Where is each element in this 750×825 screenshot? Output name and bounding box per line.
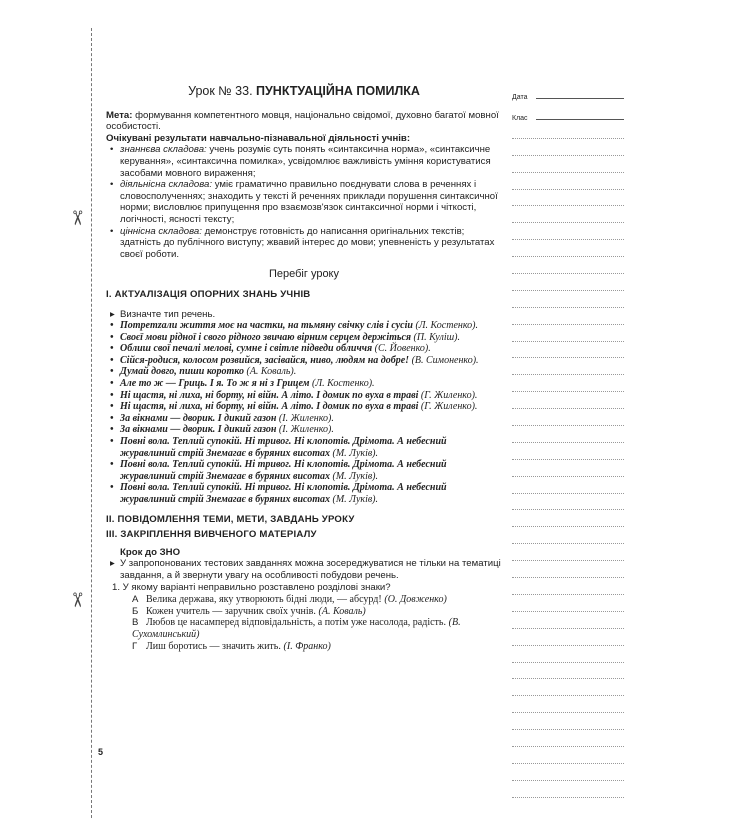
answer-option: А Велика держава, яку утворюють бідні люди, — абсурд! (О. Довженко) bbox=[132, 594, 447, 606]
note-line bbox=[512, 679, 624, 696]
task-item: ▸ Визначте тип речень. bbox=[120, 309, 502, 321]
zno-intro: ▸ У запропонованих тестових завданнях можна зосереджуватися не тільки на тематиці завдання, а й звернути увагу на особливості побудови речень. bbox=[120, 558, 502, 581]
lesson-title bbox=[106, 86, 502, 98]
page-number: 5 bbox=[98, 747, 104, 757]
note-line bbox=[512, 764, 624, 781]
note-line bbox=[512, 173, 624, 190]
example-item: • Сійся-родися, колосом розвийся, засівайся, нивo, людям на добре! (В. Симоненко). bbox=[120, 355, 502, 367]
note-line bbox=[512, 257, 624, 274]
answer-option: Б Кожен учитель — заручник своїх учнів. (А. Коваль) bbox=[132, 605, 366, 617]
examples-list bbox=[106, 309, 502, 506]
note-line bbox=[512, 612, 624, 629]
example-item: • Думай довго, пиши коротко (А. Коваль). bbox=[120, 366, 502, 378]
note-line bbox=[512, 527, 624, 544]
note-line bbox=[512, 730, 624, 747]
result-item: • ціннісна складова: демонструє готовність до написання оригінальних текстів; здатність до публічного виступу; жвавий інтерес до мови; упевненість у результатах своєї роботи. bbox=[120, 226, 502, 261]
results-heading: Очікувані результати навчально-пізнавальної діяльності учнів: bbox=[106, 132, 411, 144]
result-item: • знаннєва складова: учень розуміє суть понять «синтаксична норма», «синтаксичне керування», «синтаксична помилка», усвідомлює важливість уміння користуватися засобами мовного вираження; bbox=[120, 144, 502, 179]
cut-line bbox=[91, 28, 92, 818]
example-item: • Ні щастя, ні лиха, ні борту, ні війн. А літо. І домик по вуха в траві (Г. Жиленко). bbox=[120, 401, 502, 413]
section-heading: ІІ. ПОВІДОМЛЕННЯ ТЕМИ, МЕТИ, ЗАВДАНЬ УРОКУ bbox=[106, 513, 355, 525]
note-line bbox=[512, 426, 624, 443]
note-line bbox=[512, 510, 624, 527]
note-line bbox=[512, 477, 624, 494]
note-line bbox=[512, 696, 624, 713]
goal-label: Мета: bbox=[106, 109, 133, 121]
lesson-topic: ПУНКТУАЦІЙНА ПОМИЛКА bbox=[256, 84, 420, 98]
note-line bbox=[512, 561, 624, 578]
note-line bbox=[512, 544, 624, 561]
notes-column bbox=[512, 86, 624, 798]
note-line bbox=[512, 392, 624, 409]
zno-label: Крок до ЗНО bbox=[120, 546, 181, 558]
answer-options bbox=[106, 594, 502, 652]
example-item: • Ні щастя, ні лиха, ні борту, ні війн. А літо. І домик по вуха в траві (Г. Жиленко). bbox=[120, 390, 502, 402]
scissors-icon: ✂ bbox=[65, 209, 88, 227]
note-line bbox=[512, 460, 624, 477]
note-line bbox=[512, 358, 624, 375]
lesson-number: Урок № 33. bbox=[188, 84, 253, 98]
note-line bbox=[512, 646, 624, 663]
lesson-column bbox=[106, 86, 502, 652]
note-line bbox=[512, 122, 624, 139]
note-line bbox=[512, 663, 624, 680]
example-item: • Повні вола. Теплий супокій. Ні тривог. Ні клопотів. Дрімота. А небесний журавлиний стрій Знемагає в буряних висотах (М. Луків). bbox=[120, 459, 502, 482]
note-line bbox=[512, 274, 624, 291]
lesson-goal bbox=[106, 110, 502, 133]
example-item: • За вікнами — дворик. І дикий газон (І. Жиленко). bbox=[120, 424, 502, 436]
example-item: • За вікнами — дворик. І дикий газон (І. Жиленко). bbox=[120, 413, 502, 425]
date-field[interactable]: Дата bbox=[512, 86, 624, 101]
example-item: • Але то ж — Гриць. І я. То ж я ні з Грицем (Л. Костенко). bbox=[120, 378, 502, 390]
note-line bbox=[512, 190, 624, 207]
note-line bbox=[512, 578, 624, 595]
note-line bbox=[512, 139, 624, 156]
note-line bbox=[512, 342, 624, 359]
note-line bbox=[512, 494, 624, 511]
results-list bbox=[106, 144, 502, 260]
zno-list bbox=[106, 558, 502, 581]
example-item: • Потрemzали життя моє на частки, на тьмяну свічку слів і сусіи (Л. Костенко). bbox=[120, 320, 502, 332]
note-line bbox=[512, 156, 624, 173]
note-line bbox=[512, 629, 624, 646]
notes-lines bbox=[512, 122, 624, 798]
note-line bbox=[512, 409, 624, 426]
goal-text: формування компетентного мовця, національно свідомої, духовно багатої мовної особистості. bbox=[106, 109, 499, 133]
example-item: • Облиш свої печалі мелові, сумне і світле підведи обличчя (С. Йовенко). bbox=[120, 343, 502, 355]
plan-title: Перебіг уроку bbox=[269, 268, 339, 281]
note-line bbox=[512, 747, 624, 764]
question: 1. У якому варіанті неправильно розставлено розділові знаки? bbox=[112, 581, 391, 593]
note-line bbox=[512, 713, 624, 730]
example-item: • Повні вола. Теплий супокій. Ні тривог. Ні клопотів. Дрімота. А небесний журавлиний стрій Знемагає в буряних висотах (М. Луків). bbox=[120, 482, 502, 505]
class-field[interactable]: Клас bbox=[512, 107, 624, 122]
answer-option: Г Лиш боротись — значить жить. (І. Франко) bbox=[132, 640, 331, 652]
example-item: • Своєї мови рідної і свого рідного звичаю вірним серцем держіться (П. Куліш). bbox=[120, 332, 502, 344]
note-line bbox=[512, 325, 624, 342]
example-item: • Повні вола. Теплий супокій. Ні тривог. Ні клопотів. Дрімота. А небесний журавлиний стрій Знемагає в буряних висотах (М. Луків). bbox=[120, 436, 502, 459]
note-line bbox=[512, 375, 624, 392]
answer-option: В Любов це насамперед відповідальність, а потім уже насолода, радість. (В. Сухомлинський) bbox=[132, 617, 461, 640]
note-line bbox=[512, 781, 624, 798]
note-line bbox=[512, 308, 624, 325]
result-item: • діяльнісна складова: уміє граматично правильно поєднувати слова в реченнях і словосполученнях; знаходить у тексті й реченнях приклади порушення синтаксичної норми; висловлює припущення про взаємозв'язок синтаксичної норми і чіткості, логічності, ясності тексту; bbox=[120, 179, 502, 225]
note-line bbox=[512, 595, 624, 612]
note-line bbox=[512, 291, 624, 308]
scissors-icon: ✂ bbox=[65, 591, 88, 609]
note-line bbox=[512, 206, 624, 223]
section-heading: І. АКТУАЛІЗАЦІЯ ОПОРНИХ ЗНАНЬ УЧНІВ bbox=[106, 288, 311, 300]
note-line bbox=[512, 223, 624, 240]
note-line bbox=[512, 443, 624, 460]
note-line bbox=[512, 240, 624, 257]
section-heading: ІІІ. ЗАКРІПЛЕННЯ ВИВЧЕНОГО МАТЕРІАЛУ bbox=[106, 529, 317, 541]
